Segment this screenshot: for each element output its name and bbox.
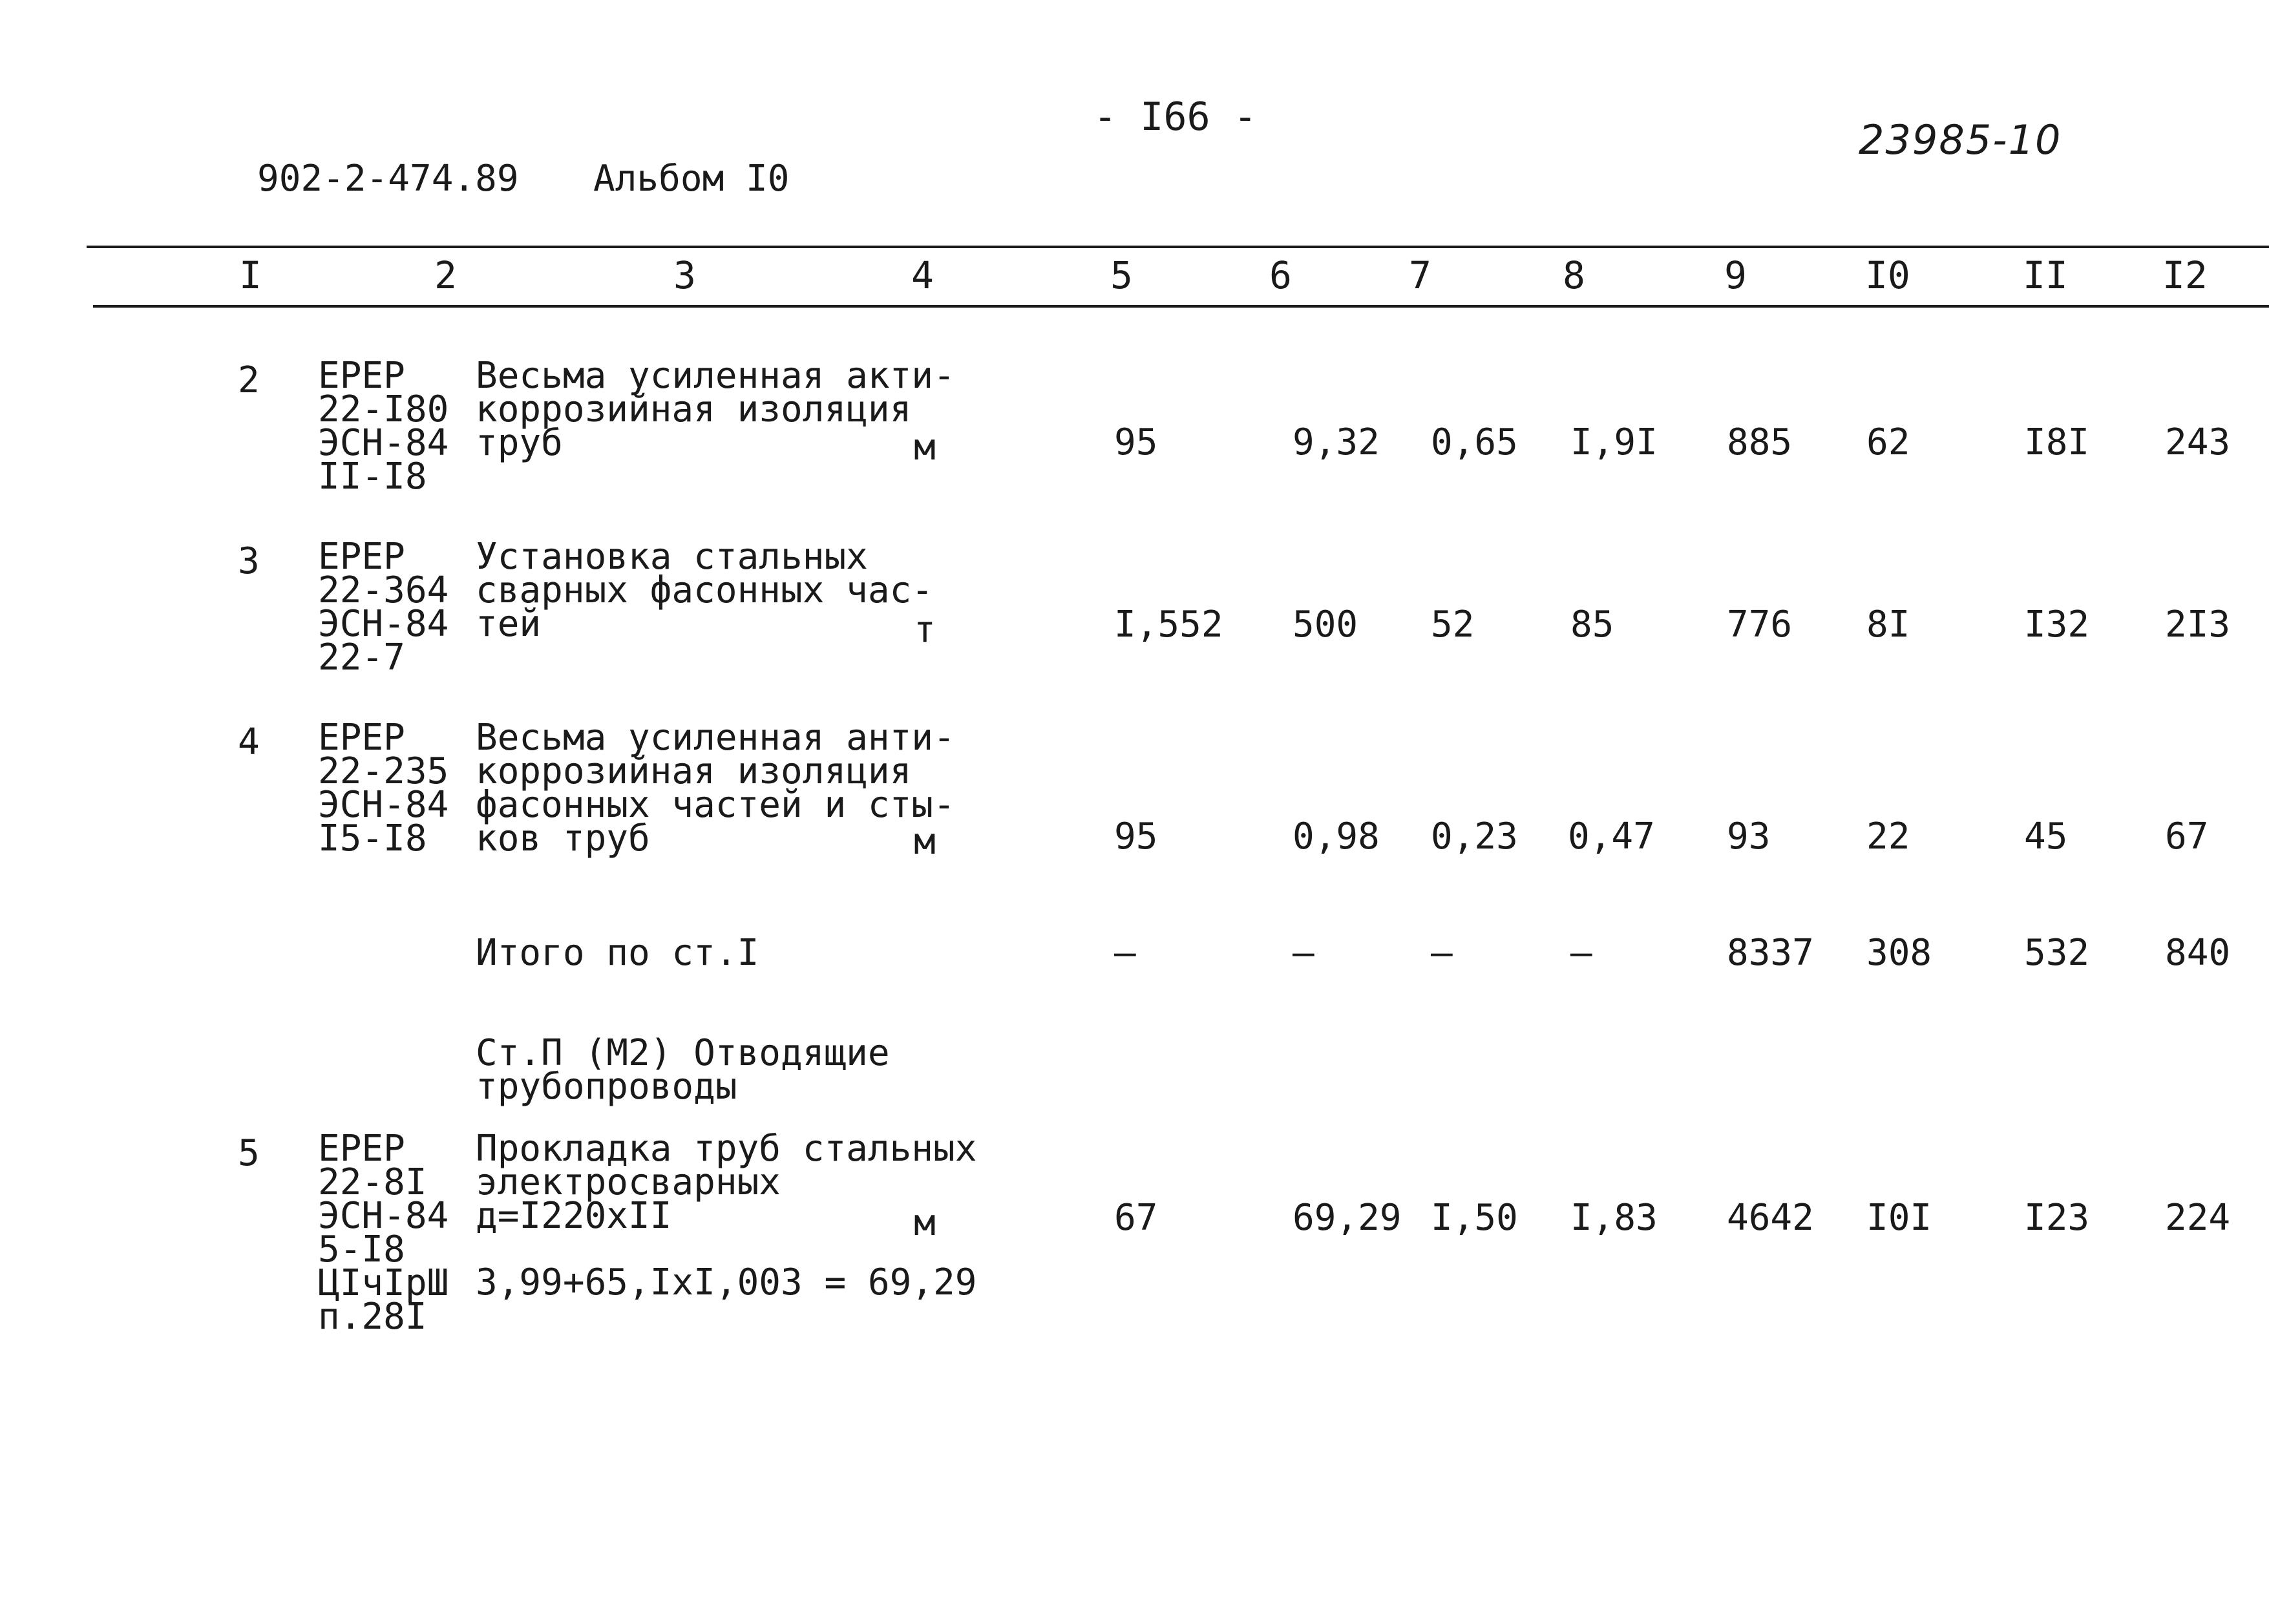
cell-col12: 243 xyxy=(2165,421,2231,463)
work-description: Прокладка труб стальных электросварных д=I220хII xyxy=(476,1128,977,1237)
quantity-formula: 3,99+65,IхI,003 = 69,29 xyxy=(476,1261,977,1303)
cell-col6: 500 xyxy=(1293,604,1358,646)
cell-col10: 8I xyxy=(1866,604,1910,646)
column-header-5: 5 xyxy=(1110,253,1133,297)
table-top-rule xyxy=(87,246,2269,248)
row-number: 5 xyxy=(238,1132,260,1174)
cell-col11: I23 xyxy=(2024,1197,2090,1239)
unit: м xyxy=(914,427,936,469)
norm-code: ЕРЕР 22-235 ЭСН-84 I5-I8 xyxy=(318,717,449,859)
unit: м xyxy=(914,821,936,863)
work-description: Весьма усиленная анти- коррозийная изоляция фасонных частей и сты- ков труб xyxy=(476,717,955,859)
norm-code: ЕРЕР 22-364 ЭСН-84 22-7 xyxy=(318,536,449,679)
inventory-number: 23985-10 xyxy=(1859,116,2062,163)
cell-col8: I,83 xyxy=(1570,1197,1658,1239)
cell-col12: 67 xyxy=(2165,816,2209,858)
cell-col11: I8I xyxy=(2024,421,2090,463)
cell-col5: I,552 xyxy=(1114,604,1223,646)
work-description: Весьма усиленная акти- коррозийная изоляция труб xyxy=(476,355,955,464)
cell-col10: I0I xyxy=(1866,1197,1932,1239)
cell-col6: 0,98 xyxy=(1293,816,1380,858)
cell-col8: – xyxy=(1570,932,1592,974)
column-header-4: 4 xyxy=(911,253,934,297)
row-number: 3 xyxy=(238,540,260,582)
column-header-8: 8 xyxy=(1563,253,1585,297)
table-header-bottom-rule xyxy=(93,305,2269,308)
cell-col9: 4642 xyxy=(1727,1197,1814,1239)
cell-col6: 69,29 xyxy=(1293,1197,1402,1239)
total-label: Итого по ст.I xyxy=(476,932,759,974)
cell-col5: 95 xyxy=(1114,816,1158,858)
column-header-9: 9 xyxy=(1724,253,1747,297)
cell-col7: I,50 xyxy=(1431,1197,1518,1239)
cell-col9: 8337 xyxy=(1727,932,1814,974)
cell-col11: I32 xyxy=(2024,604,2090,646)
cell-col7: 52 xyxy=(1431,604,1475,646)
cell-col7: – xyxy=(1431,932,1453,974)
work-description: Установка стальных сварных фасонных час- тей xyxy=(476,536,934,645)
cell-col9: 776 xyxy=(1727,604,1793,646)
column-header-2: 2 xyxy=(434,253,457,297)
page-number: - I66 - xyxy=(1093,94,1257,140)
cell-col9: 93 xyxy=(1727,816,1771,858)
cell-col12: 224 xyxy=(2165,1197,2231,1239)
row-number: 2 xyxy=(238,359,260,401)
cell-col6: – xyxy=(1293,932,1314,974)
cell-col7: 0,65 xyxy=(1431,421,1518,463)
column-header-12: I2 xyxy=(2162,253,2208,297)
cell-col5: 67 xyxy=(1114,1197,1158,1239)
cell-col12: 840 xyxy=(2165,932,2231,974)
section-heading: Ст.П (М2) Отводящие трубопроводы xyxy=(476,1032,890,1108)
unit: м xyxy=(914,1202,936,1244)
cell-col5: 95 xyxy=(1114,421,1158,463)
column-header-11: II xyxy=(2023,253,2068,297)
cell-col6: 9,32 xyxy=(1293,421,1380,463)
cell-col7: 0,23 xyxy=(1431,816,1518,858)
column-header-3: 3 xyxy=(673,253,696,297)
cell-col11: 45 xyxy=(2024,816,2068,858)
norm-code: ЕРЕР 22-I80 ЭСН-84 II-I8 xyxy=(318,355,449,498)
column-header-1: I xyxy=(239,253,262,297)
cell-col8: 0,47 xyxy=(1568,816,1655,858)
album-label: Альбом I0 xyxy=(593,158,790,200)
column-header-10: I0 xyxy=(1865,253,1910,297)
cell-col9: 885 xyxy=(1727,421,1793,463)
cell-col11: 532 xyxy=(2024,932,2090,974)
norm-code: ЕРЕР 22-8I ЭСН-84 5-I8 ЦIчIрШ п.28I xyxy=(318,1128,449,1338)
unit: т xyxy=(914,609,936,651)
cell-col8: 85 xyxy=(1570,604,1614,646)
cell-col10: 308 xyxy=(1866,932,1932,974)
cell-col5: – xyxy=(1114,932,1136,974)
cell-col10: 22 xyxy=(1866,816,1910,858)
document-code: 902-2-474.89 xyxy=(257,158,519,200)
column-header-6: 6 xyxy=(1269,253,1292,297)
row-number: 4 xyxy=(238,721,260,763)
cell-col10: 62 xyxy=(1866,421,1910,463)
cell-col8: I,9I xyxy=(1570,421,1658,463)
column-header-7: 7 xyxy=(1409,253,1431,297)
cell-col12: 2I3 xyxy=(2165,604,2231,646)
